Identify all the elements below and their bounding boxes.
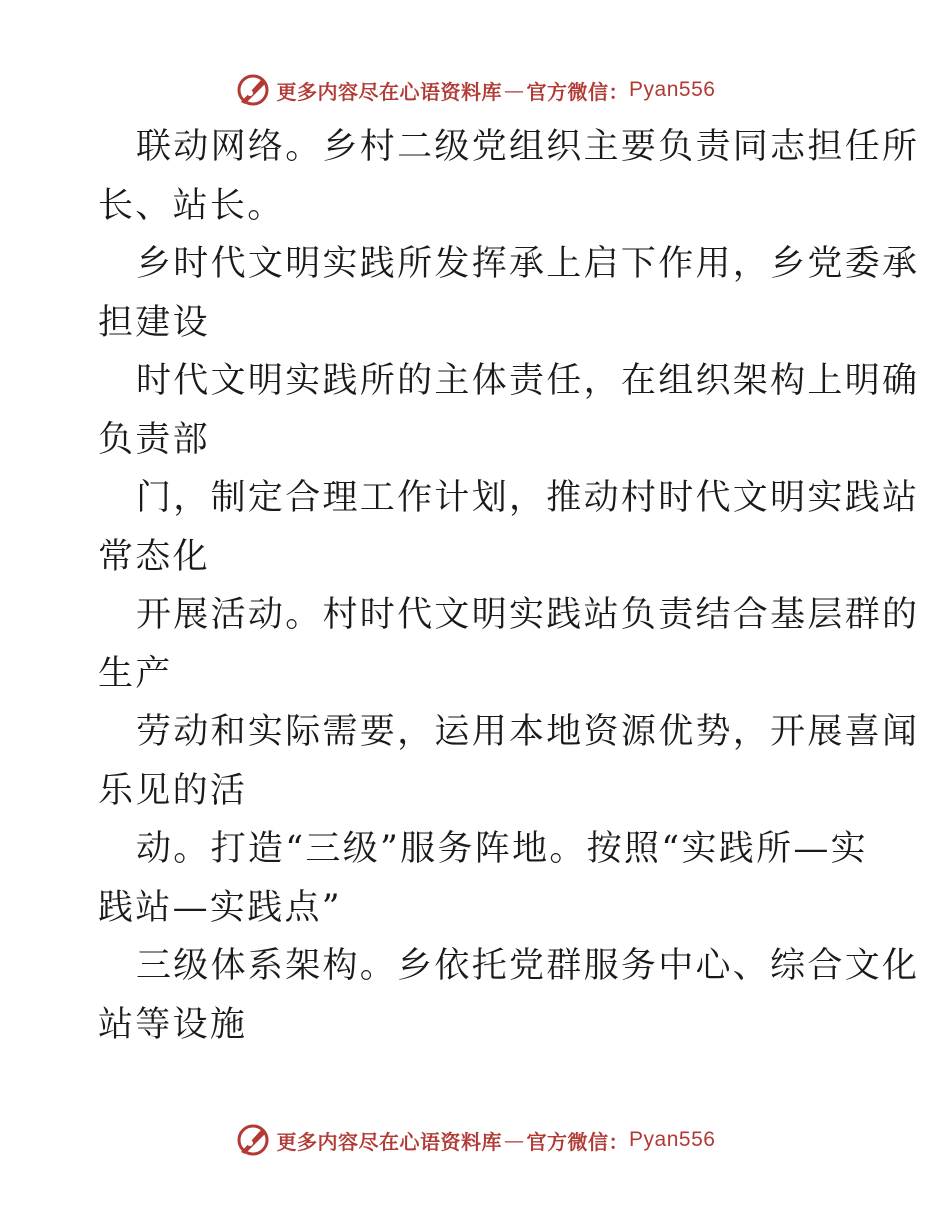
banner-middle: 官方微信： — [526, 79, 630, 104]
text-line: 劳动和实际需要，运用本地资源优势，开展喜闻 — [136, 712, 920, 752]
text-line: 站等设施 — [98, 1004, 248, 1045]
banner-middle: 官方微信： — [526, 1129, 630, 1154]
banner-prefix: 更多内容尽在心语资料库 — [276, 1129, 503, 1154]
text-line: 负责部 — [98, 419, 210, 460]
text-line: 门，制定合理工作计划，推动村时代文明实践站 — [136, 478, 920, 518]
banner-prefix: 更多内容尽在心语资料库 — [276, 79, 503, 104]
footer-watermark — [0, 1120, 950, 1160]
banner-wechat-id: Pyan556 — [629, 78, 716, 101]
text-line: 长、站长。 — [98, 185, 285, 226]
quill-logo-icon — [235, 1122, 271, 1158]
banner-wechat-id: Pyan556 — [629, 1128, 716, 1151]
document-body — [98, 118, 920, 1054]
text-line: 践站—实践点” — [98, 887, 342, 928]
text-line: 联动网络。乡村二级党组织主要负责同志担任所 — [136, 127, 920, 167]
text-line: 常态化 — [98, 536, 210, 577]
header-watermark — [0, 70, 950, 110]
text-line: 生产 — [98, 653, 173, 694]
text-line: 乐见的活 — [98, 770, 248, 811]
text-line: 开展活动。村时代文明实践站负责结合基层群的 — [136, 595, 920, 635]
text-line: 动。打造“三级”服务阵地。按照“实践所—实 — [136, 829, 868, 869]
text-line: 三级体系架构。乡依托党群服务中心、综合文化 — [136, 946, 920, 986]
banner-separator: — — [504, 78, 525, 102]
text-line: 时代文明实践所的主体责任，在组织架构上明确 — [136, 361, 920, 401]
text-line: 乡时代文明实践所发挥承上启下作用，乡党委承 — [136, 244, 920, 284]
quill-logo-icon — [235, 72, 271, 108]
text-line: 担建设 — [98, 302, 210, 343]
banner-separator: — — [504, 1128, 525, 1152]
